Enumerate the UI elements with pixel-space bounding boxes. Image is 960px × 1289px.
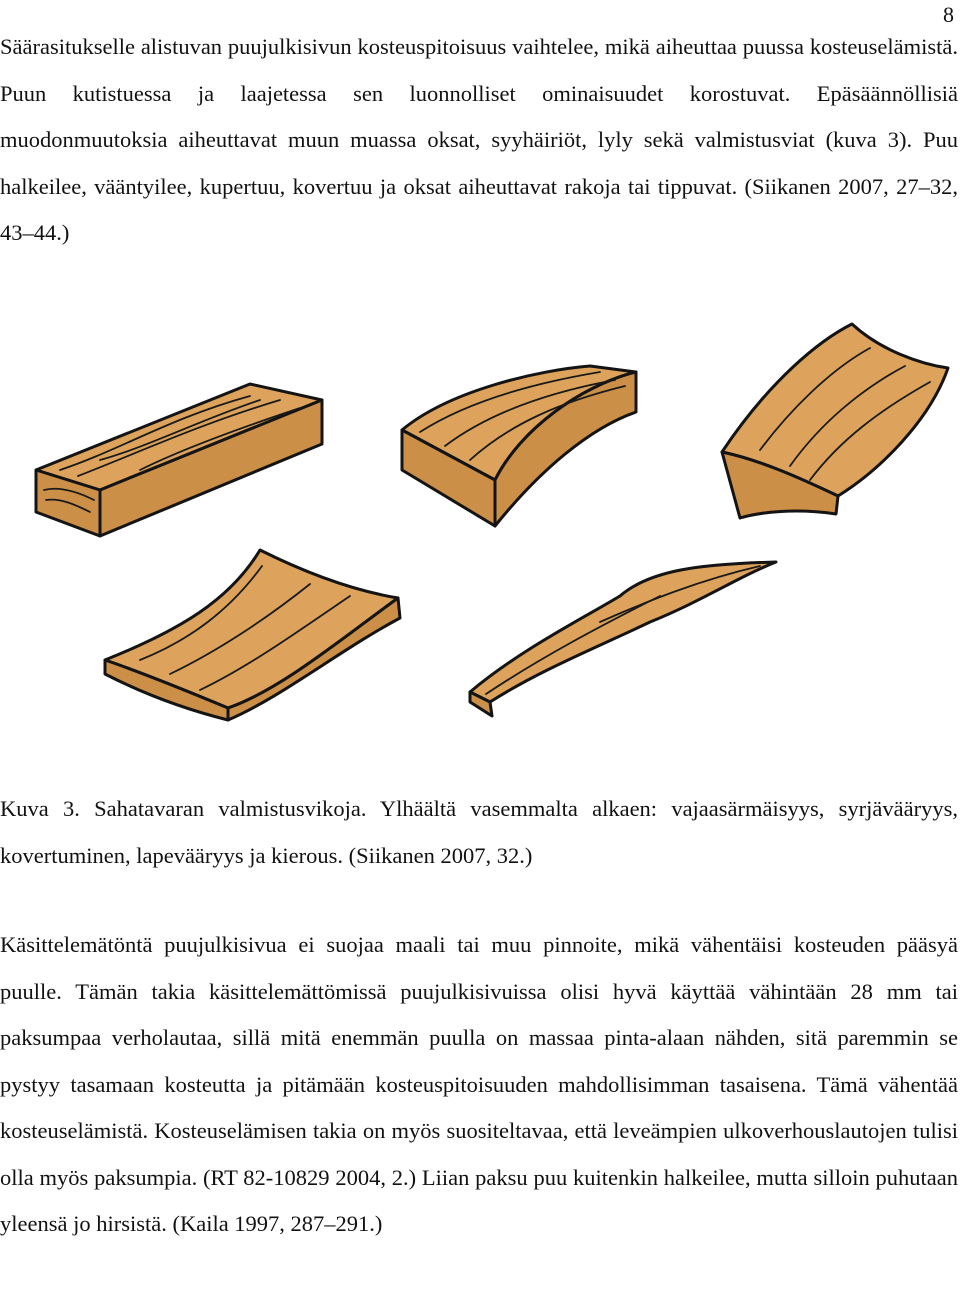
page-number: 8: [943, 2, 954, 27]
board-wane-illustration: [36, 384, 322, 536]
board-twist-illustration: [470, 562, 776, 716]
figure-sawn-timber-defects: [0, 300, 960, 770]
board-crook-illustration: [402, 366, 636, 526]
board-cup-illustration: [722, 324, 948, 518]
body-paragraph-1: Säärasitukselle alistuvan puujulkisivun kosteuspitoisuus vaihtelee, mikä aiheuttaa puussa kosteuselämistä. Puun kutistuessa ja laajetessa sen luonnolliset ominaisuudet korostuvat. Epäsäännöllisiä muodonmuutoksia aiheuttavat muun muassa oksat, syyhäiriöt, lyly sekä valmistusviat (kuva 3). Puu halkeilee, vääntyilee, kupertuu, kovertuu ja oksat aiheuttavat rakoja tai tippuvat. (Siikanen 2007, 27–32, 43–44.): [0, 34, 958, 245]
board-bow-illustration: [105, 550, 400, 720]
body-paragraph-2: Käsittelemätöntä puujulkisivua ei suojaa maali tai muu pinnoite, mikä vähentäisi kosteuden pääsyä puulle. Tämän takia käsittelemättömissä puujulkisivuissa olisi hyvä käyttää vähintään 28 mm tai paksumpaa verholautaa, sillä mitä enemmän puulla on massaa pinta-alaan nähden, sitä paremmin se pystyy tasamaan kosteutta ja pitämään kosteuspitoisuuden mahdollisimman tasaisena. Tämä vähentää kosteuselämistä. Kosteuselämisen takia on myös suositeltavaa, että leveämpien ulkoverhouslautojen tulisi olla myös paksumpia. (RT 82-10829 2004, 2.) Liian paksu puu kuitenkin halkeilee, mutta silloin puhutaan yleensä jo hirsistä. (Kaila 1997, 287–291.): [0, 932, 958, 1236]
figure-caption: Kuva 3. Sahatavaran valmistusvikoja. Ylhäältä vasemmalta alkaen: vajaasärmäisyys, syrjävääryys, kovertuminen, lapevääryys ja kierous. (Siikanen 2007, 32.): [0, 796, 958, 868]
